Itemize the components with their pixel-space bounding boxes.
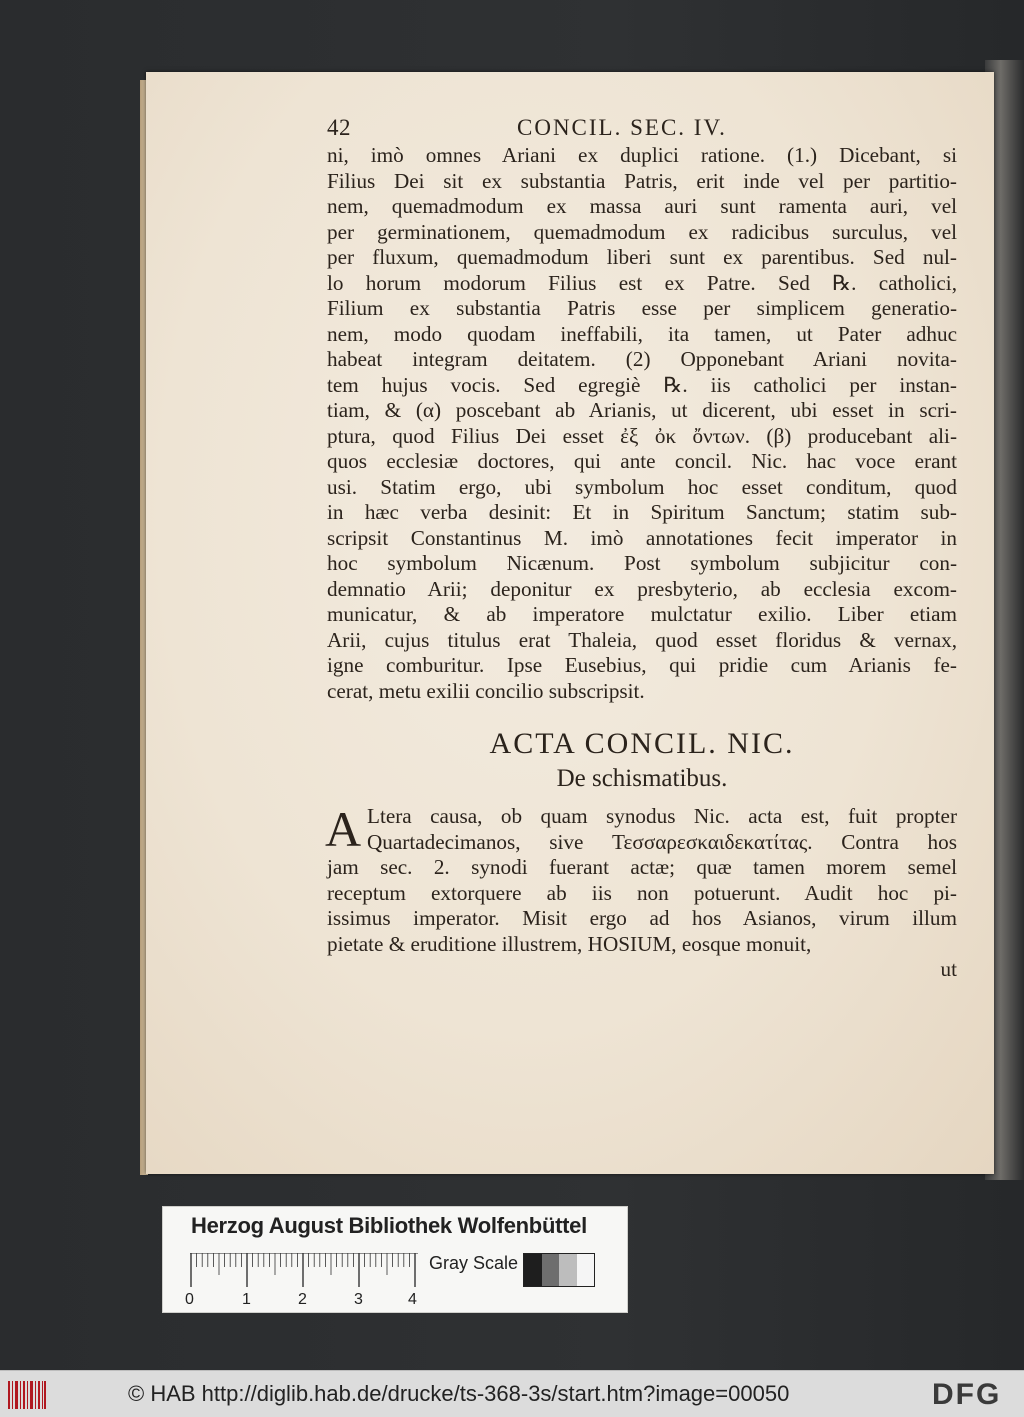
text-line: ptura, quod Filius Dei esset ἐξ ὀκ ὄντων. (β) producebant ali- — [327, 423, 957, 448]
text-line: Filium ex substantia Patris esse per simplicem generatio- — [327, 296, 957, 320]
page-number: 42 — [327, 115, 351, 140]
text-line: issimus imperator. Misit ergo ad hos Asianos, virum illum — [327, 906, 957, 930]
drop-cap: A — [325, 801, 362, 857]
gray-scale-swatches — [523, 1253, 595, 1287]
paragraph-2 — [325, 801, 957, 957]
text-line: cerat, metu exilii concilio subscripsit. — [327, 678, 645, 703]
ruler-label-1: 1 — [242, 1291, 251, 1308]
text-line: Arii, cujus titulus erat Thaleia, quod esset floridus & vernax, — [327, 627, 957, 652]
barcode-icon — [8, 1381, 46, 1409]
swatch-white — [577, 1254, 595, 1286]
ruler-label-3: 3 — [354, 1291, 363, 1308]
text-line: in hæc verba desinit: Et in Spiritum Sanctum; statim sub- — [327, 500, 957, 524]
ruler-label-0: 0 — [185, 1291, 194, 1308]
text-line: Filius Dei sit ex substantia Patris, erit inde vel per partitio- — [327, 168, 957, 193]
text-line: ni, imò omnes Ariani ex duplici ratione. (1.) Dicebant, si — [327, 143, 957, 167]
running-head — [327, 115, 957, 143]
section-subheading: De schismatibus. — [556, 765, 728, 792]
text-line: municatur, & ab imperatore mulctatur exilio. Liber etiam — [327, 602, 957, 626]
text-line: scripsit Constantinus M. imò annotationes fecit imperator in — [327, 525, 957, 550]
text-line: tiam, & (α) poscebant ab Arianis, ut dicerent, ubi esset in scri- — [327, 398, 957, 422]
text-line: Ltera causa, ob quam synodus Nic. acta est, fuit propter — [367, 804, 957, 828]
text-line: pietate & eruditione illustrem, HOSIUM, eosque monuit, — [327, 931, 812, 956]
text-line: per germinationem, quemadmodum ex radicibus surculus, vel — [327, 219, 957, 244]
text-line: Quartadecimanos, sive Τεσσαρεσκαιδεκατίτας. Contra hos — [367, 829, 957, 854]
text-line: usi. Statim ergo, ubi symbolum hoc esset conditum, quod — [327, 474, 957, 499]
text-line: nem, modo quodam ineffabili, ita tamen, ut Pater adhuc — [327, 321, 957, 346]
book-page — [146, 72, 994, 1174]
text-line: igne comburitur. Ipse Eusebius, qui pridie cum Arianis fe- — [327, 653, 957, 677]
text-line: demnatio Arii; deponitur ex presbyterio, ab ecclesia excom- — [327, 576, 957, 601]
text-line: receptum extorquere ab iis non potuerunt. Audit hoc pi- — [327, 880, 957, 905]
page-text — [327, 115, 957, 983]
ruler-label-4: 4 — [408, 1291, 417, 1308]
gray-scale-label: Gray Scale — [429, 1253, 519, 1273]
text-line: jam sec. 2. synodi fuerant actæ; quæ tamen morem semel — [327, 855, 957, 879]
text-line: nem, quemadmodum ex massa auri sunt ramenta auri, vel — [327, 194, 957, 218]
text-line: per fluxum, quemadmodum liberi sunt ex parentibus. Sed nul- — [327, 245, 957, 269]
library-name: Herzog August Bibliothek Wolfenbüttel — [191, 1213, 587, 1238]
ruler-scale — [190, 1253, 418, 1289]
ruler-label-2: 2 — [298, 1291, 307, 1308]
dfg-logo: DFG — [932, 1378, 1002, 1411]
paragraph-1 — [327, 143, 957, 704]
text-line: quos ecclesiæ doctores, qui ante concil. Nic. hac voce erant — [327, 449, 957, 473]
text-line: habeat integram deitatem. (2) Opponebant Ariani novita- — [327, 347, 957, 371]
catchword: ut — [940, 957, 957, 981]
section-heading: ACTA CONCIL. NIC. — [489, 727, 795, 760]
text-line: hoc symbolum Nicænum. Post symbolum subjicitur con- — [327, 551, 957, 575]
viewer-footer — [0, 1370, 1024, 1417]
swatch-light-gray — [559, 1254, 577, 1286]
swatch-dark-gray — [542, 1254, 560, 1286]
swatch-black — [524, 1254, 542, 1286]
running-title: CONCIL. SEC. IV. — [517, 115, 727, 140]
text-line: lo horum modorum Filius est ex Patre. Sed ℞. catholici, — [327, 270, 957, 295]
credit-link[interactable]: © HAB http://diglib.hab.de/drucke/ts-368-3s/start.htm?image=00050 — [128, 1381, 790, 1406]
color-calibration-bar — [162, 1206, 628, 1313]
text-line: tem hujus vocis. Sed egregiè ℞. iis catholici per instan- — [327, 372, 957, 397]
